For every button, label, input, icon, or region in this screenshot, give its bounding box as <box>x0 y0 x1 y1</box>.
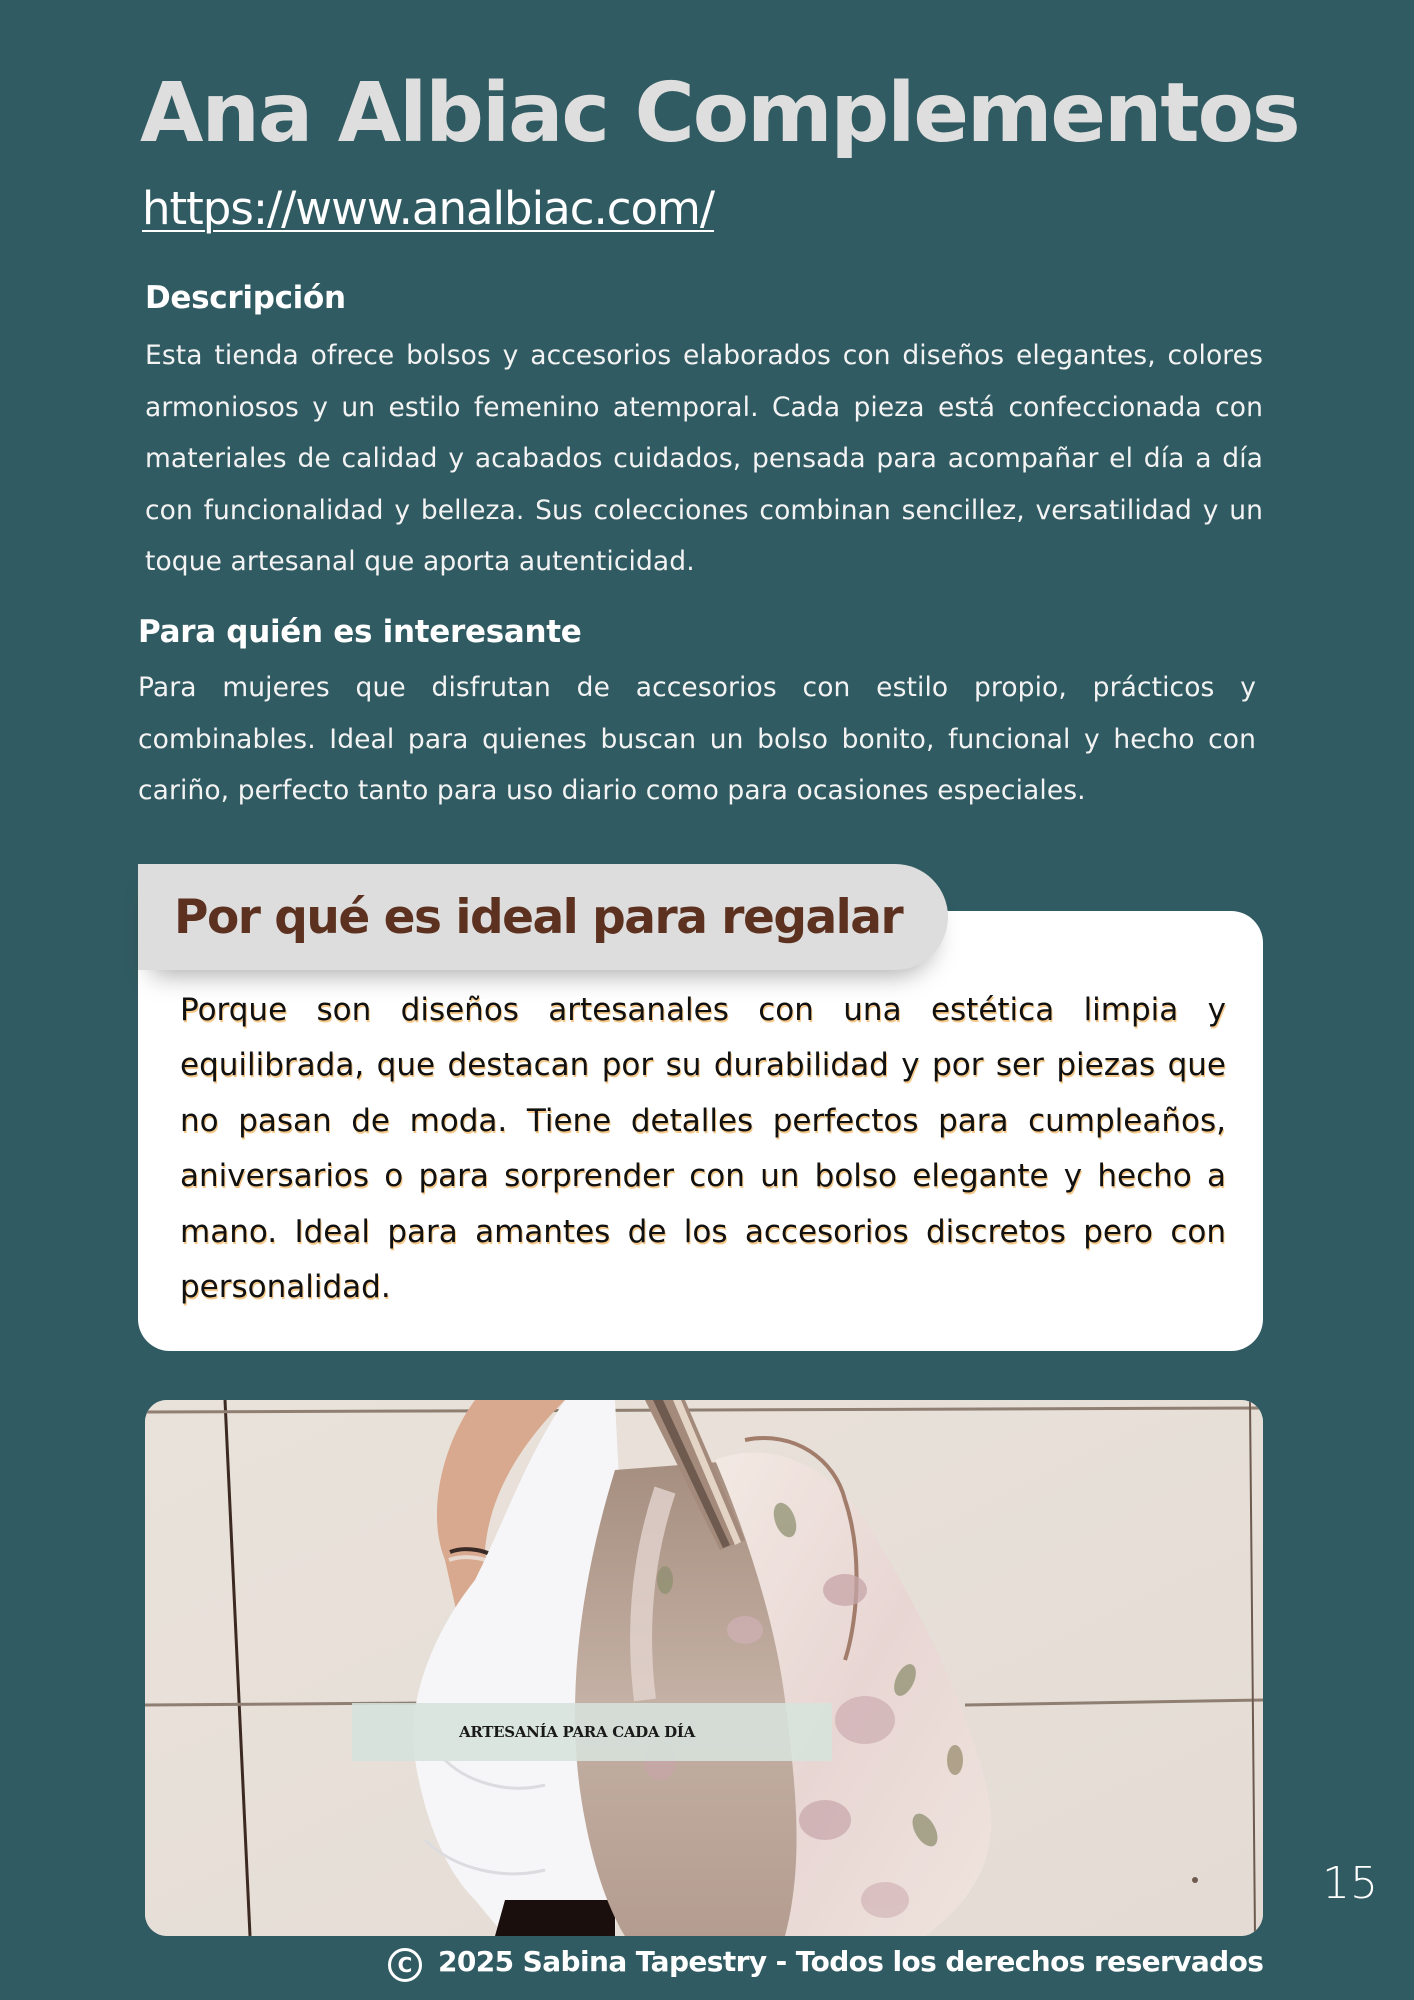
description-heading: Descripción <box>145 280 346 316</box>
footer-text: 2025 Sabina Tapestry - Todos los derechos reservados <box>438 1944 1264 1978</box>
photo-illustration <box>145 1400 1263 1936</box>
gift-tab <box>138 864 948 970</box>
page-title: Ana Albiac Complementos <box>140 66 1299 161</box>
photo-caption <box>352 1703 832 1761</box>
gift-heading: Por qué es ideal para regalar <box>174 889 903 945</box>
audience-text: Para mujeres que disfrutan de accesorios con estilo propio, prácticos y combinables. Ideal para quienes buscan un bolso bonito, funcional y hecho con cariño, perfecto tanto para uso diario como para ocasiones especiales. <box>138 672 1256 807</box>
product-photo <box>145 1400 1263 1936</box>
description-text: Esta tienda ofrece bolsos y accesorios elaborados con diseños elegantes, colores armoniosos y un estilo femenino atemporal. Cada pieza está confeccionada con materiales de calidad y acabados cuidados, pensada para acompañar el día a día con funcionalidad y belleza. Sus colecciones combinan sencillez, versatilidad y un toque artesanal que aporta autenticidad. <box>145 340 1263 578</box>
photo-caption-text: ARTESANÍA PARA CADA DÍA <box>459 1723 695 1741</box>
website-link[interactable]: https://www.analbiac.com/ <box>142 182 715 235</box>
footer <box>388 1940 1263 1982</box>
audience-heading: Para quién es interesante <box>138 614 582 650</box>
page-number: 15 <box>1322 1858 1378 1909</box>
gift-text: Porque son diseños artesanales con una estética limpia y equilibrada, que destacan por su durabilidad y por ser piezas que no pasan de moda. Tiene detalles perfectos para cumpleaños, aniversarios o para sorprender con un bolso elegante y hecho a mano. Ideal para amantes de los accesorios discretos pero con personalidad. <box>180 992 1226 1306</box>
copyright-icon: C <box>388 1948 422 1982</box>
